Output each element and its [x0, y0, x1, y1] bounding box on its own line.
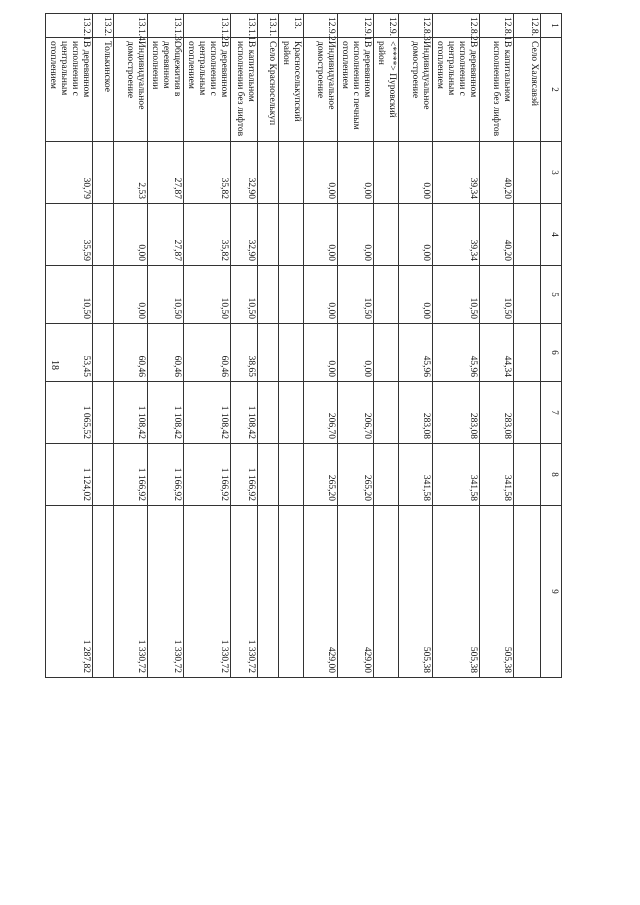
- table-row: [514, 14, 541, 678]
- column-number-header: 4: [541, 204, 562, 266]
- table-row: [114, 14, 148, 678]
- table-row: [184, 14, 231, 678]
- value-cell: [258, 142, 279, 204]
- row-name-cell: Индивидуальное домостроение: [399, 38, 433, 142]
- row-code-cell: 12.8.2.: [433, 14, 480, 38]
- row-code-cell: 13.1.4.: [114, 14, 148, 38]
- value-cell: [93, 506, 114, 678]
- row-name-cell: В капитальном исполнении без лифтов: [231, 38, 258, 142]
- value-cell: 60,46: [184, 324, 231, 382]
- row-name-cell: В деревянном исполнении с центральным отоплением: [433, 38, 480, 142]
- value-cell: [93, 444, 114, 506]
- value-cell: 2,53: [114, 142, 148, 204]
- value-cell: [374, 142, 399, 204]
- value-cell: [514, 204, 541, 266]
- row-name-cell: В деревянном исполнении с центральным отоплением: [184, 38, 231, 142]
- row-code-cell: 12.8.1.: [480, 14, 514, 38]
- value-cell: 283,08: [480, 382, 514, 444]
- value-cell: [514, 142, 541, 204]
- value-cell: [279, 204, 304, 266]
- table-row: [231, 14, 258, 678]
- value-cell: 0,00: [114, 204, 148, 266]
- value-cell: 32,90: [231, 142, 258, 204]
- row-code-cell: 13.1.2.: [184, 14, 231, 38]
- value-cell: 505,38: [399, 506, 433, 678]
- value-cell: 10,50: [184, 266, 231, 324]
- row-name-cell: В капитальном исполнении без лифтов: [480, 38, 514, 142]
- value-cell: [279, 444, 304, 506]
- value-cell: 1 330,72: [114, 506, 148, 678]
- value-cell: 1 108,42: [148, 382, 184, 444]
- value-cell: 1 108,42: [184, 382, 231, 444]
- value-cell: 0,00: [399, 266, 433, 324]
- column-number-header: 2: [541, 38, 562, 142]
- value-cell: [514, 324, 541, 382]
- value-cell: 0,00: [304, 324, 338, 382]
- row-code-cell: 13.1.1.: [231, 14, 258, 38]
- row-code-cell: 12.9.2.: [304, 14, 338, 38]
- value-cell: 53,45: [46, 324, 93, 382]
- value-cell: 1 166,92: [148, 444, 184, 506]
- value-cell: 30,79: [46, 142, 93, 204]
- value-cell: 1 124,02: [46, 444, 93, 506]
- value-cell: 283,08: [399, 382, 433, 444]
- page-number: 18: [49, 360, 60, 370]
- value-cell: 10,50: [338, 266, 374, 324]
- value-cell: 35,59: [46, 204, 93, 266]
- table-row: [433, 14, 480, 678]
- table-row: [304, 14, 338, 678]
- table-header-row: [541, 14, 562, 678]
- value-cell: [93, 324, 114, 382]
- value-cell: [514, 444, 541, 506]
- row-code-cell: 13.2.1.: [46, 14, 93, 38]
- column-number-header: 5: [541, 266, 562, 324]
- value-cell: 45,96: [399, 324, 433, 382]
- table-row: [279, 14, 304, 678]
- value-cell: 35,82: [184, 204, 231, 266]
- value-cell: 1 166,92: [184, 444, 231, 506]
- table-row: [480, 14, 514, 678]
- table-row: [46, 14, 93, 678]
- row-code-cell: 12.9.1.: [338, 14, 374, 38]
- value-cell: 39,34: [433, 204, 480, 266]
- value-cell: 60,46: [148, 324, 184, 382]
- value-cell: 1 287,82: [46, 506, 93, 678]
- value-cell: [93, 142, 114, 204]
- value-cell: [93, 266, 114, 324]
- table-row: [338, 14, 374, 678]
- value-cell: 10,50: [46, 266, 93, 324]
- value-cell: [514, 382, 541, 444]
- value-cell: 283,08: [433, 382, 480, 444]
- value-cell: 38,65: [231, 324, 258, 382]
- row-code-cell: 13.: [279, 14, 304, 38]
- value-cell: [258, 506, 279, 678]
- value-cell: 44,34: [480, 324, 514, 382]
- row-code-cell: 13.2.: [93, 14, 114, 38]
- row-name-cell: Индивидуальное домостроение: [304, 38, 338, 142]
- row-name-cell: Красноселькупский район: [279, 38, 304, 142]
- column-number-header: 8: [541, 444, 562, 506]
- value-cell: 0,00: [338, 324, 374, 382]
- table-row: [399, 14, 433, 678]
- column-number-header: 1: [541, 14, 562, 38]
- value-cell: 1 166,92: [114, 444, 148, 506]
- value-cell: [374, 266, 399, 324]
- value-cell: 40,20: [480, 142, 514, 204]
- value-cell: 1 108,42: [114, 382, 148, 444]
- column-number-header: 3: [541, 142, 562, 204]
- value-cell: 206,70: [304, 382, 338, 444]
- value-cell: 1 330,72: [184, 506, 231, 678]
- value-cell: [279, 324, 304, 382]
- value-cell: 10,50: [433, 266, 480, 324]
- row-name-cell: Село Красноселькуп: [258, 38, 279, 142]
- value-cell: [374, 382, 399, 444]
- value-cell: [258, 444, 279, 506]
- value-cell: 429,00: [338, 506, 374, 678]
- value-cell: 60,46: [114, 324, 148, 382]
- value-cell: 35,82: [184, 142, 231, 204]
- value-cell: [374, 444, 399, 506]
- row-name-cell: Индивидуальное домостроение: [114, 38, 148, 142]
- value-cell: [514, 506, 541, 678]
- value-cell: [374, 324, 399, 382]
- value-cell: 206,70: [338, 382, 374, 444]
- value-cell: 341,58: [433, 444, 480, 506]
- value-cell: 341,58: [399, 444, 433, 506]
- tariff-table: [45, 13, 562, 678]
- value-cell: [514, 266, 541, 324]
- row-name-cell: Село Халясавэй: [514, 38, 541, 142]
- value-cell: 0,00: [304, 266, 338, 324]
- row-name-cell: Общежития в деревянном исполнении: [148, 38, 184, 142]
- row-code-cell: 12.8.3.: [399, 14, 433, 38]
- value-cell: 45,96: [433, 324, 480, 382]
- row-name-cell: Толькинское: [93, 38, 114, 142]
- column-number-header: 6: [541, 324, 562, 382]
- value-cell: [279, 382, 304, 444]
- value-cell: 27,87: [148, 142, 184, 204]
- value-cell: [93, 382, 114, 444]
- value-cell: 32,90: [231, 204, 258, 266]
- value-cell: 265,20: [304, 444, 338, 506]
- value-cell: 39,34: [433, 142, 480, 204]
- column-number-header: 7: [541, 382, 562, 444]
- value-cell: 1 330,72: [231, 506, 258, 678]
- value-cell: 0,00: [304, 204, 338, 266]
- value-cell: 429,00: [304, 506, 338, 678]
- value-cell: 1 065,52: [46, 382, 93, 444]
- value-cell: 40,20: [480, 204, 514, 266]
- value-cell: [258, 204, 279, 266]
- row-name-cell: В деревянном исполнении с печным отоплением: [338, 38, 374, 142]
- value-cell: 1 108,42: [231, 382, 258, 444]
- value-cell: 1 330,72: [148, 506, 184, 678]
- value-cell: 0,00: [399, 204, 433, 266]
- value-cell: 505,38: [433, 506, 480, 678]
- value-cell: 0,00: [338, 204, 374, 266]
- value-cell: 0,00: [399, 142, 433, 204]
- value-cell: [93, 204, 114, 266]
- value-cell: 27,87: [148, 204, 184, 266]
- table-row: [148, 14, 184, 678]
- value-cell: 0,00: [114, 266, 148, 324]
- table-row: [93, 14, 114, 678]
- value-cell: [258, 382, 279, 444]
- row-name-cell: <****> Пуровский район: [374, 38, 399, 142]
- value-cell: [279, 142, 304, 204]
- value-cell: [258, 324, 279, 382]
- value-cell: 0,00: [338, 142, 374, 204]
- column-number-header: 9: [541, 506, 562, 678]
- row-name-cell: В деревянном исполнении с центральным отоплением: [46, 38, 93, 142]
- table-row: [258, 14, 279, 678]
- value-cell: [374, 204, 399, 266]
- value-cell: 341,58: [480, 444, 514, 506]
- row-code-cell: 13.1.: [258, 14, 279, 38]
- row-code-cell: 13.1.3.: [148, 14, 184, 38]
- table-row: [374, 14, 399, 678]
- value-cell: 10,50: [480, 266, 514, 324]
- row-code-cell: 12.9.: [374, 14, 399, 38]
- value-cell: 0,00: [304, 142, 338, 204]
- value-cell: [279, 266, 304, 324]
- value-cell: 10,50: [231, 266, 258, 324]
- value-cell: [279, 506, 304, 678]
- value-cell: 265,20: [338, 444, 374, 506]
- value-cell: 10,50: [148, 266, 184, 324]
- row-code-cell: 12.8.: [514, 14, 541, 38]
- value-cell: 505,38: [480, 506, 514, 678]
- value-cell: [258, 266, 279, 324]
- value-cell: [374, 506, 399, 678]
- value-cell: 1 166,92: [231, 444, 258, 506]
